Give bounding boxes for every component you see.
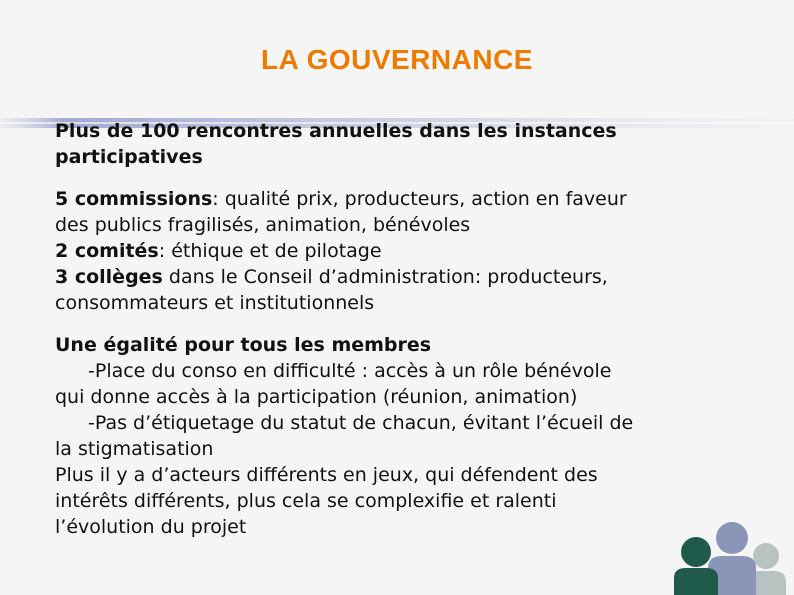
equality-point-3-line-3: l’évolution du projet — [55, 516, 247, 538]
intro-line-1: Plus de 100 rencontres annuelles dans les instances — [55, 120, 617, 142]
commissions-line — [55, 186, 760, 212]
equality-point-3-line-1: Plus il y a d’acteurs différents en jeux, qui défendent des — [55, 464, 598, 486]
comites-text: : éthique et de pilotage — [158, 240, 382, 262]
commissions-text: : qualité prix, producteurs, action en faveur — [212, 188, 627, 210]
colleges-label: 3 collèges — [55, 266, 163, 288]
equality-point-1-line-1: -Place du conso en difficulté : accès à un rôle bénévole — [88, 360, 612, 382]
equality-point-2-line-2: la stigmatisation — [55, 438, 214, 460]
slide-title: LA GOUVERNANCE — [261, 44, 533, 75]
equality-point-3-line-2: intérêts différents, plus cela se complexifie et ralenti — [55, 490, 557, 512]
intro-line-2: participatives — [55, 146, 203, 168]
bodies-paragraph — [55, 186, 760, 316]
equality-paragraph — [55, 332, 760, 540]
slide-content — [55, 118, 760, 540]
colleges-line — [55, 264, 760, 290]
intro-paragraph — [55, 118, 760, 170]
colleges-text: dans le Conseil d’administration: producteurs, — [162, 266, 608, 288]
equality-point-2-line-1: -Pas d’étiquetage du statut de chacun, évitant l’écueil de — [88, 412, 634, 434]
commissions-label: 5 commissions — [55, 188, 213, 210]
commissions-line-2: des publics fragilisés, animation, bénévoles — [55, 214, 471, 236]
comites-label: 2 comités — [55, 240, 159, 262]
equality-point-1-line-2: qui donne accès à la participation (réunion, animation) — [55, 386, 578, 408]
equality-heading: Une égalité pour tous les membres — [55, 334, 432, 356]
colleges-line-2: consommateurs et institutionnels — [55, 292, 375, 314]
group-of-people-icon — [668, 516, 794, 595]
comites-line — [55, 238, 760, 264]
